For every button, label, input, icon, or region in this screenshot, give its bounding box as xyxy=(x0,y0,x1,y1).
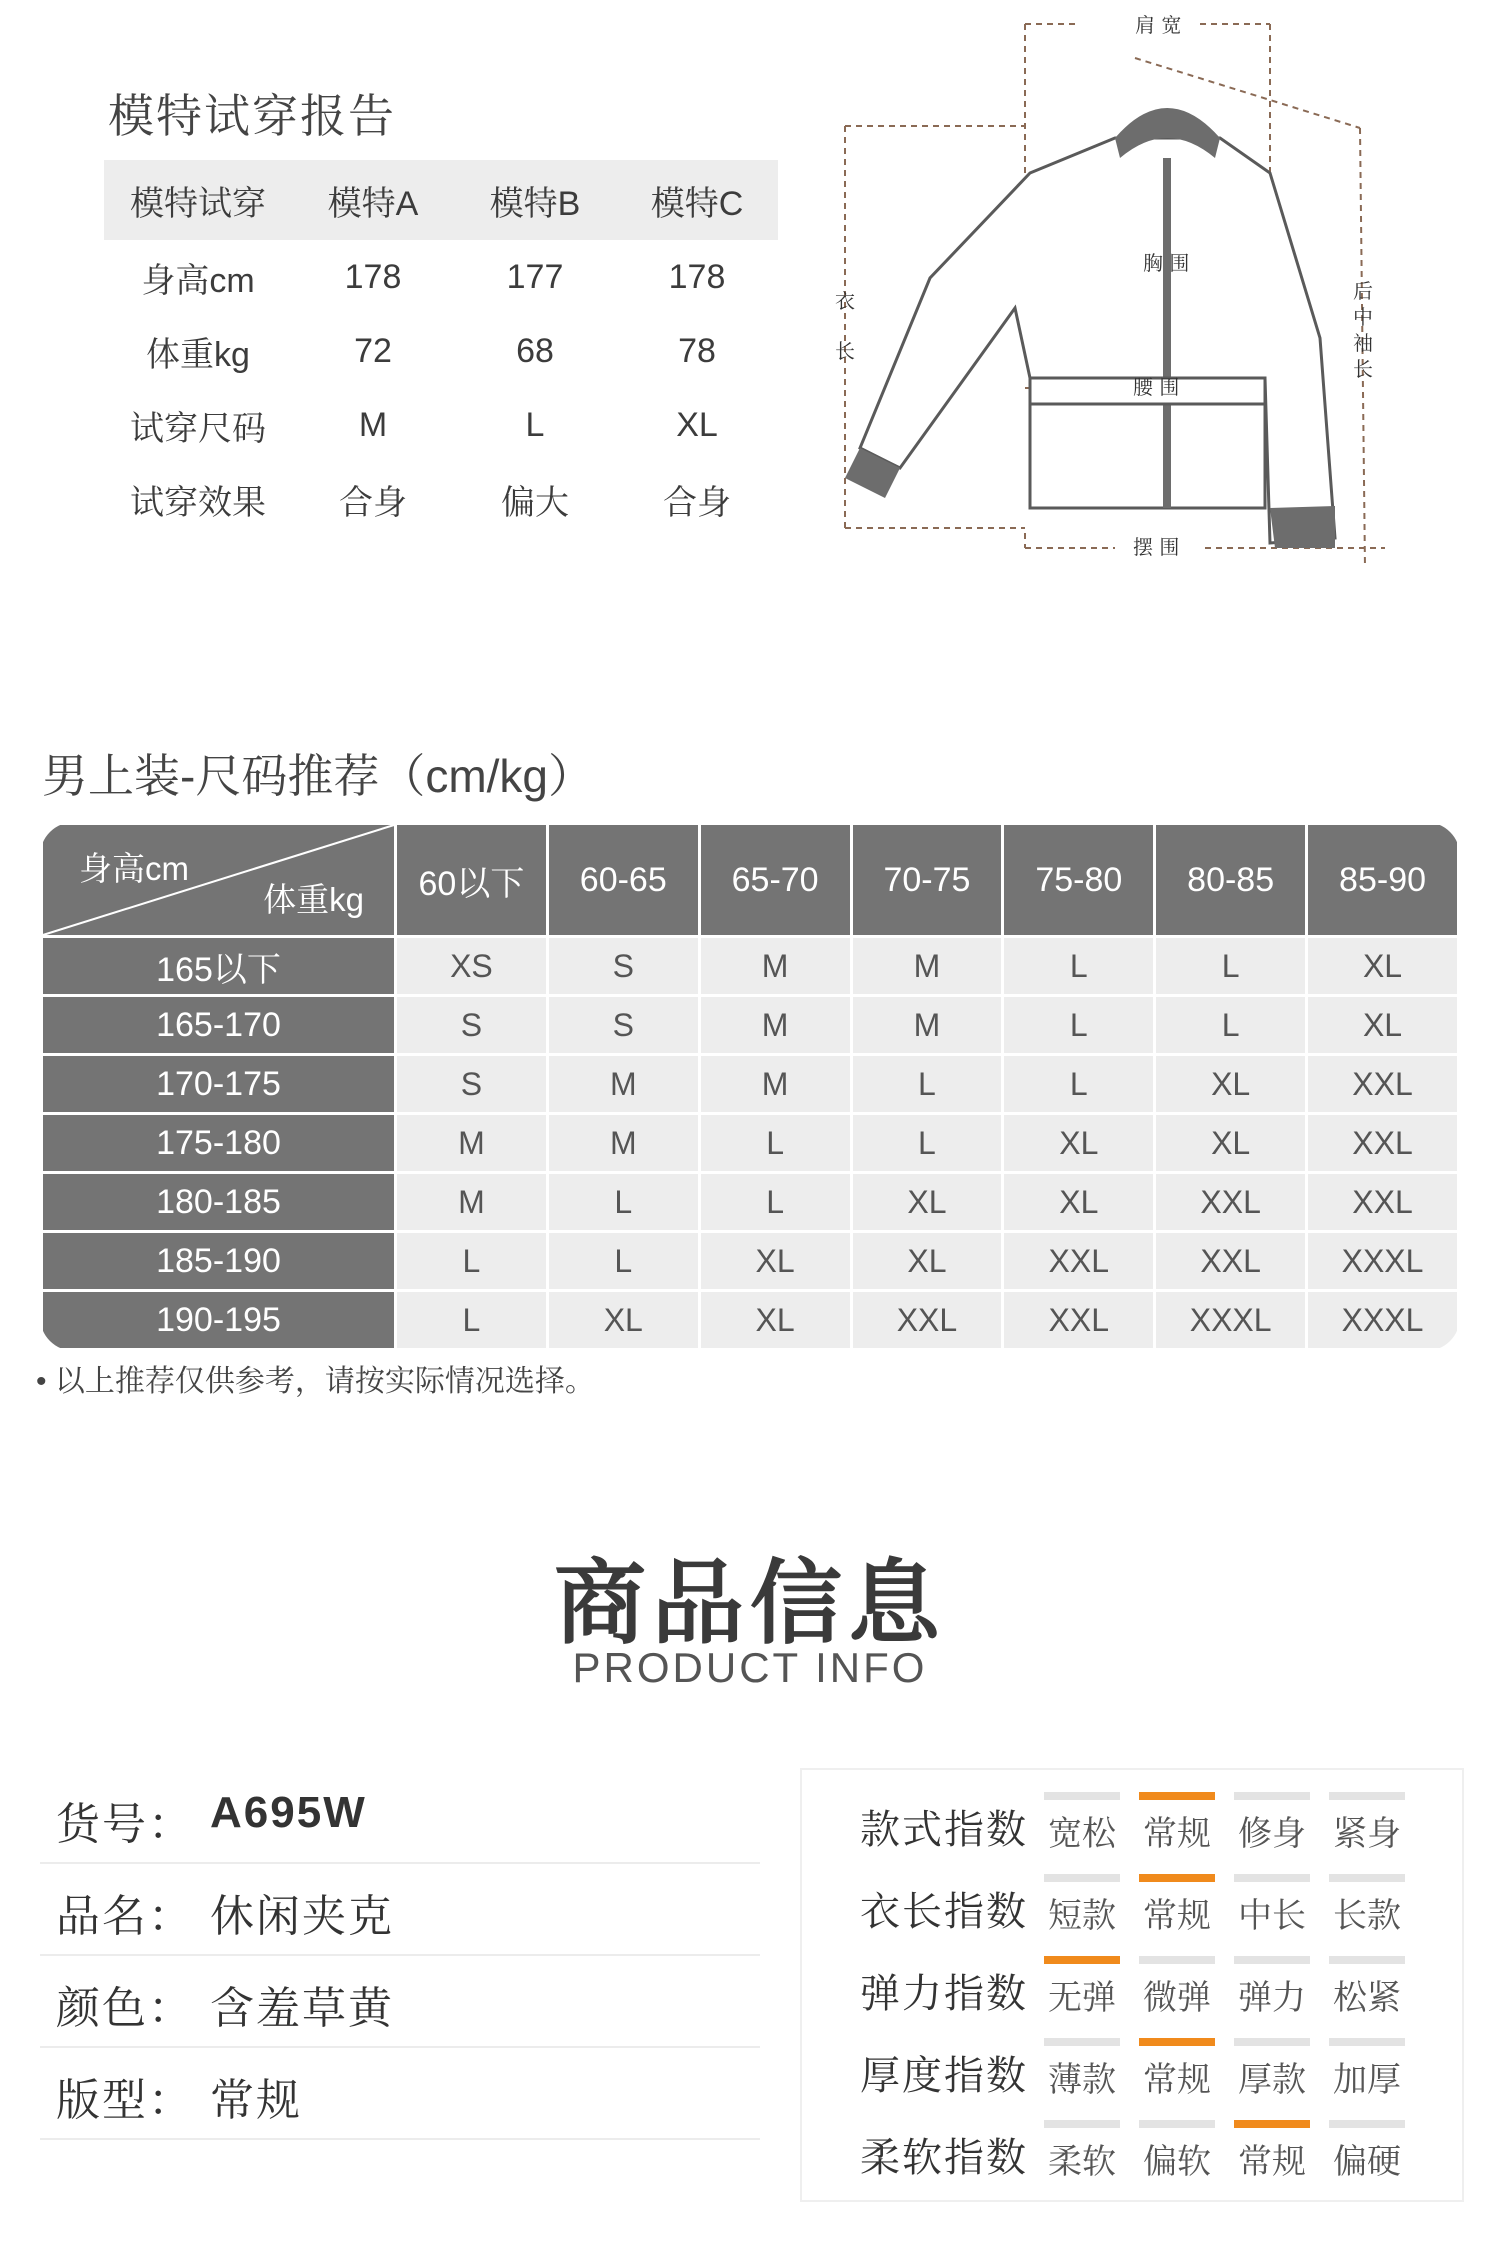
size-cell: XXL xyxy=(1308,1056,1457,1112)
size-chart-row xyxy=(43,1115,1457,1171)
index-label: 弹力指数 xyxy=(860,1972,1028,2016)
index-indicator xyxy=(1234,1792,1310,1800)
size-cell: XL xyxy=(1004,1115,1153,1171)
height-row-header: 180-185 xyxy=(43,1174,394,1230)
size-cell: L xyxy=(701,1115,850,1171)
index-indicator xyxy=(1234,2038,1310,2046)
index-indicator xyxy=(1234,1956,1310,1964)
weight-header: 70-75 xyxy=(853,825,1002,935)
size-cell: L xyxy=(1156,997,1305,1053)
model-header-cell: 模特试穿 xyxy=(104,160,292,240)
size-chart-header-row xyxy=(43,825,1457,935)
size-cell: L xyxy=(1004,938,1153,994)
size-cell: L xyxy=(853,1115,1002,1171)
size-cell: XL xyxy=(853,1174,1002,1230)
model-row-label: 试穿尺码 xyxy=(130,409,266,448)
index-option: 柔软 xyxy=(1048,2143,1116,2181)
attribute-row xyxy=(40,1864,760,1956)
diagram-label-length-1: 衣 xyxy=(835,289,855,313)
corner-weight-label: 体重kg xyxy=(263,881,364,918)
index-label: 款式指数 xyxy=(860,1808,1028,1852)
model-report-row xyxy=(104,388,778,462)
model-cell: 偏大 xyxy=(501,483,569,522)
size-cell: M xyxy=(549,1115,698,1171)
size-chart-row xyxy=(43,1292,1457,1348)
index-option: 无弹 xyxy=(1048,1979,1116,2017)
attribute-label: 颜色： xyxy=(56,1984,194,2033)
size-cell: XL xyxy=(1156,1056,1305,1112)
index-indicator xyxy=(1044,2038,1120,2046)
index-indicator xyxy=(1044,1874,1120,1882)
attribute-label: 版型： xyxy=(56,2076,194,2125)
size-chart-corner xyxy=(43,825,394,935)
size-cell: XL xyxy=(701,1292,850,1348)
attribute-label: 品名： xyxy=(56,1892,194,1941)
size-cell: L xyxy=(397,1292,546,1348)
size-chart-note: • 以上推荐仅供参考，请按实际情况选择。 xyxy=(36,1365,595,1398)
size-cell: XL xyxy=(1308,938,1457,994)
attribute-row xyxy=(40,1956,760,2048)
size-chart-row xyxy=(43,1174,1457,1230)
size-cell: S xyxy=(397,997,546,1053)
model-cell: M xyxy=(358,405,388,444)
index-option: 紧身 xyxy=(1333,1815,1401,1853)
model-cell: 72 xyxy=(354,331,392,370)
size-chart-row xyxy=(43,1056,1457,1112)
model-cell: 177 xyxy=(506,257,564,296)
size-cell: S xyxy=(549,938,698,994)
model-cell: L xyxy=(525,405,545,444)
weight-header: 85-90 xyxy=(1308,825,1457,935)
size-cell: XXL xyxy=(1156,1233,1305,1289)
size-cell: XXL xyxy=(1004,1233,1153,1289)
index-indicator-selected xyxy=(1234,2120,1310,2128)
attribute-value: 常规 xyxy=(210,2076,302,2125)
diagram-label-shoulder: 肩 宽 xyxy=(1135,13,1182,37)
attribute-value: 休闲夹克 xyxy=(210,1892,394,1941)
corner-height-label: 身高cm xyxy=(79,850,189,887)
size-chart-row xyxy=(43,997,1457,1053)
index-indicator-selected xyxy=(1044,1956,1120,1964)
index-option: 宽松 xyxy=(1048,1815,1116,1853)
index-option: 薄款 xyxy=(1048,2061,1116,2099)
size-cell: XXL xyxy=(1004,1292,1153,1348)
index-label: 衣长指数 xyxy=(860,1890,1028,1934)
size-cell: XXL xyxy=(1308,1115,1457,1171)
height-row-header: 165以下 xyxy=(43,938,394,994)
size-chart-title: 男上装-尺码推荐（cm/kg） xyxy=(42,750,594,802)
model-report-table xyxy=(104,160,778,536)
size-chart-row xyxy=(43,938,1457,994)
diagram-label-sleeve-2: 中 xyxy=(1353,305,1373,329)
size-cell: L xyxy=(701,1174,850,1230)
size-chart-row xyxy=(43,1233,1457,1289)
index-indicator xyxy=(1139,2120,1215,2128)
size-cell: M xyxy=(853,997,1002,1053)
index-option: 弹力 xyxy=(1238,1979,1306,2017)
index-indicator-selected xyxy=(1139,2038,1215,2046)
size-cell: S xyxy=(397,1056,546,1112)
size-cell: XL xyxy=(853,1233,1002,1289)
product-info-heading: 商品信息 xyxy=(553,1553,946,1655)
diagram-label-waist: 腰 围 xyxy=(1133,375,1180,399)
index-option: 常规 xyxy=(1143,1815,1211,1853)
size-cell: L xyxy=(1156,938,1305,994)
size-cell: M xyxy=(701,1056,850,1112)
index-indicator-selected xyxy=(1139,1874,1215,1882)
height-row-header: 175-180 xyxy=(43,1115,394,1171)
index-indicator xyxy=(1139,1956,1215,1964)
index-option: 厚款 xyxy=(1238,2061,1306,2099)
size-cell: XL xyxy=(549,1292,698,1348)
weight-header: 60以下 xyxy=(397,825,546,935)
index-option: 加厚 xyxy=(1333,2061,1401,2099)
weight-header: 65-70 xyxy=(701,825,850,935)
diagram-label-length-2: 长 xyxy=(835,339,855,363)
index-option: 修身 xyxy=(1238,1815,1306,1853)
index-indicator xyxy=(1329,1874,1405,1882)
size-cell: L xyxy=(1004,997,1153,1053)
diagram-label-sleeve-4: 长 xyxy=(1353,357,1373,381)
model-row-label: 体重kg xyxy=(146,335,250,374)
size-cell: XXL xyxy=(1156,1174,1305,1230)
size-cell: M xyxy=(397,1115,546,1171)
model-report-row xyxy=(104,462,778,536)
index-indicator-selected xyxy=(1139,1792,1215,1800)
index-label: 厚度指数 xyxy=(860,2054,1028,2098)
attribute-row xyxy=(40,1772,760,1864)
index-option: 微弹 xyxy=(1143,1979,1211,2017)
model-report-title: 模特试穿报告 xyxy=(108,90,396,142)
size-cell: XXL xyxy=(853,1292,1002,1348)
index-indicator xyxy=(1329,2038,1405,2046)
model-cell: 78 xyxy=(678,331,716,370)
size-cell: M xyxy=(853,938,1002,994)
attribute-value: 含羞草黄 xyxy=(210,1984,394,2033)
size-chart-table xyxy=(40,822,1460,1351)
diagram-label-sleeve-3: 袖 xyxy=(1353,331,1373,355)
model-cell: 178 xyxy=(668,257,726,296)
height-row-header: 190-195 xyxy=(43,1292,394,1348)
model-header-cell: 模特C xyxy=(616,160,778,240)
model-header-cell: 模特B xyxy=(454,160,616,240)
attribute-label: 货号： xyxy=(56,1800,194,1849)
height-row-header: 165-170 xyxy=(43,997,394,1053)
index-label: 柔软指数 xyxy=(860,2136,1028,2180)
height-row-header: 170-175 xyxy=(43,1056,394,1112)
size-cell: M xyxy=(701,997,850,1053)
index-indicator xyxy=(1044,2120,1120,2128)
diagram-label-sleeve-1: 后 xyxy=(1353,279,1373,303)
model-cell: 178 xyxy=(344,257,402,296)
size-cell: XXXL xyxy=(1308,1292,1457,1348)
index-option: 常规 xyxy=(1143,1897,1211,1935)
height-row-header: 185-190 xyxy=(43,1233,394,1289)
index-option: 短款 xyxy=(1048,1897,1116,1935)
diagram-label-chest: 胸 围 xyxy=(1143,251,1190,275)
weight-header: 80-85 xyxy=(1156,825,1305,935)
size-cell: L xyxy=(1004,1056,1153,1112)
model-cell: 68 xyxy=(516,331,554,370)
model-report-row xyxy=(104,314,778,388)
product-info-subheading: PRODUCT INFO xyxy=(572,1644,928,1691)
index-indicator xyxy=(1329,1956,1405,1964)
index-indicator xyxy=(1329,1792,1405,1800)
size-cell: L xyxy=(397,1233,546,1289)
model-report-row xyxy=(104,240,778,314)
attribute-row xyxy=(40,2048,760,2140)
size-cell: XXXL xyxy=(1156,1292,1305,1348)
size-cell: L xyxy=(549,1174,698,1230)
model-cell: 合身 xyxy=(663,483,731,522)
size-cell: M xyxy=(701,938,850,994)
model-cell: 合身 xyxy=(339,483,407,522)
size-cell: XS xyxy=(397,938,546,994)
size-cell: XL xyxy=(1156,1115,1305,1171)
index-option: 常规 xyxy=(1238,2143,1306,2181)
weight-header: 60-65 xyxy=(549,825,698,935)
jacket-measurement-diagram xyxy=(815,8,1405,578)
size-cell: XL xyxy=(1308,997,1457,1053)
size-cell: S xyxy=(549,997,698,1053)
size-cell: L xyxy=(549,1233,698,1289)
index-option: 中长 xyxy=(1238,1897,1306,1935)
index-option: 偏硬 xyxy=(1333,2143,1401,2181)
product-index-panel xyxy=(800,1768,1464,2202)
weight-header: 75-80 xyxy=(1004,825,1153,935)
model-row-label: 身高cm xyxy=(141,261,255,300)
index-option: 松紧 xyxy=(1333,1979,1401,2017)
model-row-label: 试穿效果 xyxy=(130,483,266,522)
size-cell: M xyxy=(397,1174,546,1230)
index-option: 长款 xyxy=(1333,1897,1401,1935)
model-header-cell: 模特A xyxy=(292,160,454,240)
size-cell: XXXL xyxy=(1308,1233,1457,1289)
size-cell: L xyxy=(853,1056,1002,1112)
index-indicator xyxy=(1234,1874,1310,1882)
attribute-value: A695W xyxy=(210,1788,367,1837)
index-option: 常规 xyxy=(1143,2061,1211,2099)
diagram-label-hem: 摆 围 xyxy=(1133,535,1180,559)
size-cell: XL xyxy=(701,1233,850,1289)
size-cell: XXL xyxy=(1308,1174,1457,1230)
index-option: 偏软 xyxy=(1143,2143,1211,2181)
size-cell: XL xyxy=(1004,1174,1153,1230)
model-report-header-row xyxy=(104,160,778,240)
index-indicator xyxy=(1044,1792,1120,1800)
model-cell: XL xyxy=(676,405,718,444)
index-indicator xyxy=(1329,2120,1405,2128)
size-cell: M xyxy=(549,1056,698,1112)
